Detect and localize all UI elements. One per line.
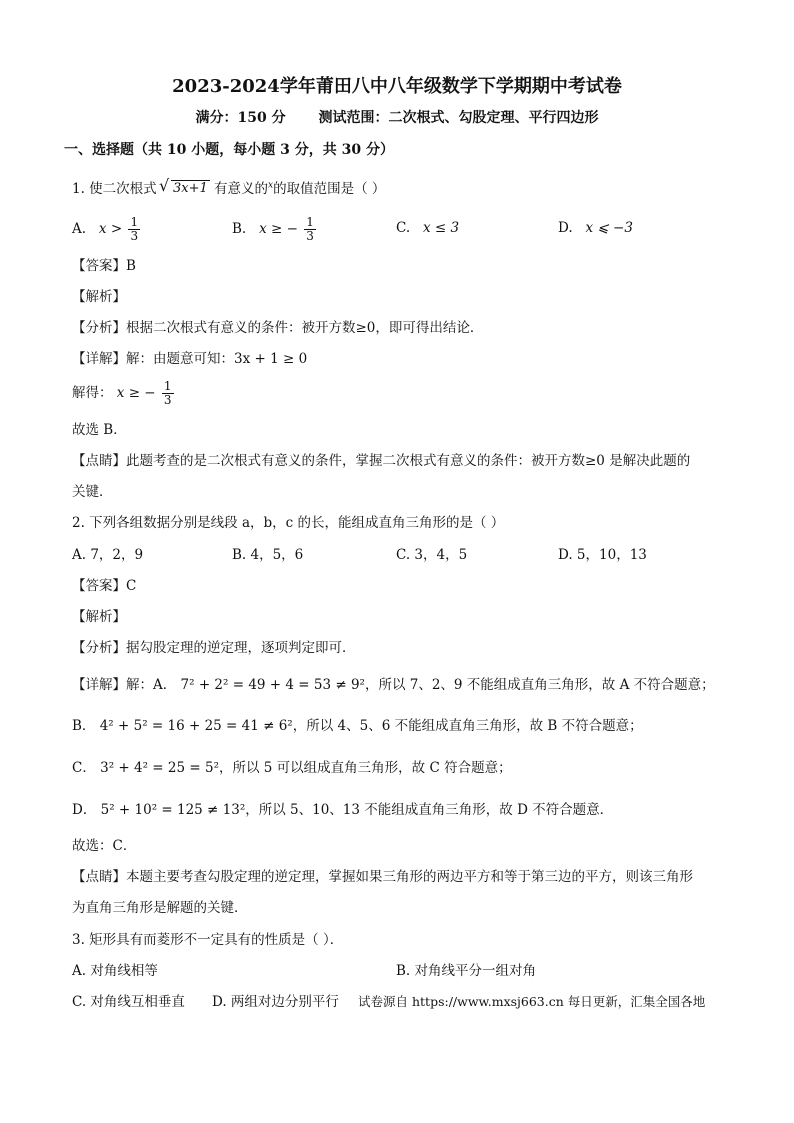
- q2-option-a: A. 7，2，9: [72, 547, 144, 563]
- page-subtitle: [0, 107, 794, 127]
- q2-choice: 故选：C．: [72, 838, 137, 854]
- fraction-denominator: 3: [163, 393, 172, 407]
- fraction-denominator: 3: [130, 229, 139, 243]
- q2-analysis-heading: 【解析】: [72, 609, 126, 625]
- q1-stem-part-c: 的取值范围是（ ）: [273, 181, 386, 197]
- fraction-numerator: 1: [306, 215, 314, 229]
- q2-summary-line1: 【点睛】本题主要考查勾股定理的逆定理，掌握如果三角形的两边平方和等于第三边的平方，则该三角形: [72, 869, 693, 885]
- q1-detail: 【详解】解：由题意可知：3x + 1 ≥ 0: [72, 351, 308, 367]
- q1-option-c: [396, 218, 459, 238]
- q2-answer: 【答案】C: [72, 578, 137, 594]
- q1-option-a-label: A.: [72, 221, 87, 237]
- q3-stem: 3. 矩形具有而菱形不一定具有的性质是（ ）．: [72, 932, 344, 948]
- q1-analysis: 【分析】根据二次根式有意义的条件：被开方数≥0，即可得出结论．: [72, 320, 484, 336]
- q1-option-a-fraction: [128, 216, 140, 243]
- test-scope: 测试范围：二次根式、勾股定理、平行四边形: [318, 110, 599, 126]
- q1-option-a-expr: x >: [98, 221, 123, 237]
- footer-source-note: 试卷源自 https://www.mxsj663.cn 每日更新，汇集全国各地: [358, 994, 706, 1009]
- q2-detail-b: B． 4² + 5² = 16 + 25 = 41 ≠ 6²，所以 4、5、6 不能组成直角三角形，故 B 不符合题意；: [72, 718, 643, 734]
- q1-solution-expr: x ≥ −: [116, 385, 156, 401]
- q1-option-b-expr: x ≥ −: [259, 221, 298, 237]
- q1-stem-part-b: 有意义的: [214, 181, 269, 197]
- q1-stem-part-a: 1. 使二次根式: [72, 181, 157, 197]
- q1-solution-fraction: [162, 380, 174, 407]
- q2-analysis: 【分析】据勾股定理的逆定理，逐项判定即可．: [72, 640, 356, 656]
- q1-solution: [72, 380, 176, 407]
- q2-option-d: D. 5，10，13: [558, 547, 647, 563]
- fraction-denominator: 3: [306, 229, 314, 243]
- page-title: 2023-2024学年莆田八中八年级数学下学期期中考试卷: [172, 76, 622, 97]
- q3-option-c: C. 对角线互相垂直: [72, 994, 185, 1010]
- fraction-numerator: 1: [130, 215, 139, 229]
- q2-stem: 2. 下列各组数据分别是线段 a，b，c 的长，能组成直角三角形的是（ ）: [72, 515, 505, 531]
- q1-option-d: [558, 218, 633, 238]
- q1-radicand: 3x+1: [172, 181, 208, 196]
- q1-option-b-label: B.: [232, 221, 247, 237]
- q1-option-d-expr: x ⩽ −3: [585, 220, 633, 236]
- q1-stem: [72, 178, 385, 199]
- q2-option-b: B. 4，5，6: [232, 547, 304, 563]
- q2-option-c: C. 3，4，5: [396, 547, 468, 563]
- q1-answer: 【答案】B: [72, 258, 136, 274]
- q1-summary-line2: 关键．: [72, 484, 113, 500]
- q3-option-a: A. 对角线相等: [72, 963, 158, 979]
- q1-option-c-expr: x ≤ 3: [423, 220, 460, 236]
- q1-option-a: [72, 216, 142, 243]
- q1-option-b: [232, 216, 318, 243]
- q2-detail-d: D． 5² + 10² = 125 ≠ 13²，所以 5、10、13 不能组成直角三角形，故 D 不符合题意．: [72, 802, 614, 818]
- q2-detail-a: 【详解】解：A． 7² + 2² = 49 + 4 = 53 ≠ 9²，所以 7、2、9 不能组成直角三角形，故 A 不符合题意；: [72, 677, 715, 693]
- q1-analysis-heading: 【解析】: [72, 289, 126, 305]
- q1-summary-line1: 【点睛】此题考查的是二次根式有意义的条件，掌握二次根式有意义的条件：被开方数≥0 是解决此题的: [72, 453, 691, 469]
- q1-solution-label: 解得：: [72, 385, 113, 401]
- full-score: 满分：150 分: [195, 110, 286, 126]
- q1-option-c-label: C.: [396, 220, 411, 236]
- q3-option-b: B. 对角线平分一组对角: [396, 963, 537, 979]
- q1-option-b-fraction: [304, 216, 316, 243]
- section-heading-choice: 一、选择题（共 10 小题，每小题 3 分，共 30 分）: [64, 142, 394, 158]
- q3-option-d: D. 两组对边分别平行: [212, 994, 339, 1010]
- q1-option-d-label: D.: [558, 220, 573, 236]
- q1-choice: 故选 B．: [72, 422, 127, 438]
- fraction-numerator: 1: [163, 379, 172, 393]
- q1-variable: x: [268, 180, 274, 191]
- q2-summary-line2: 为直角三角形是解题的关键．: [72, 900, 248, 916]
- q2-detail-c: C． 3² + 4² = 25 = 5²，所以 5 可以组成直角三角形，故 C 符合题意；: [72, 760, 512, 776]
- q1-radical: [161, 178, 210, 199]
